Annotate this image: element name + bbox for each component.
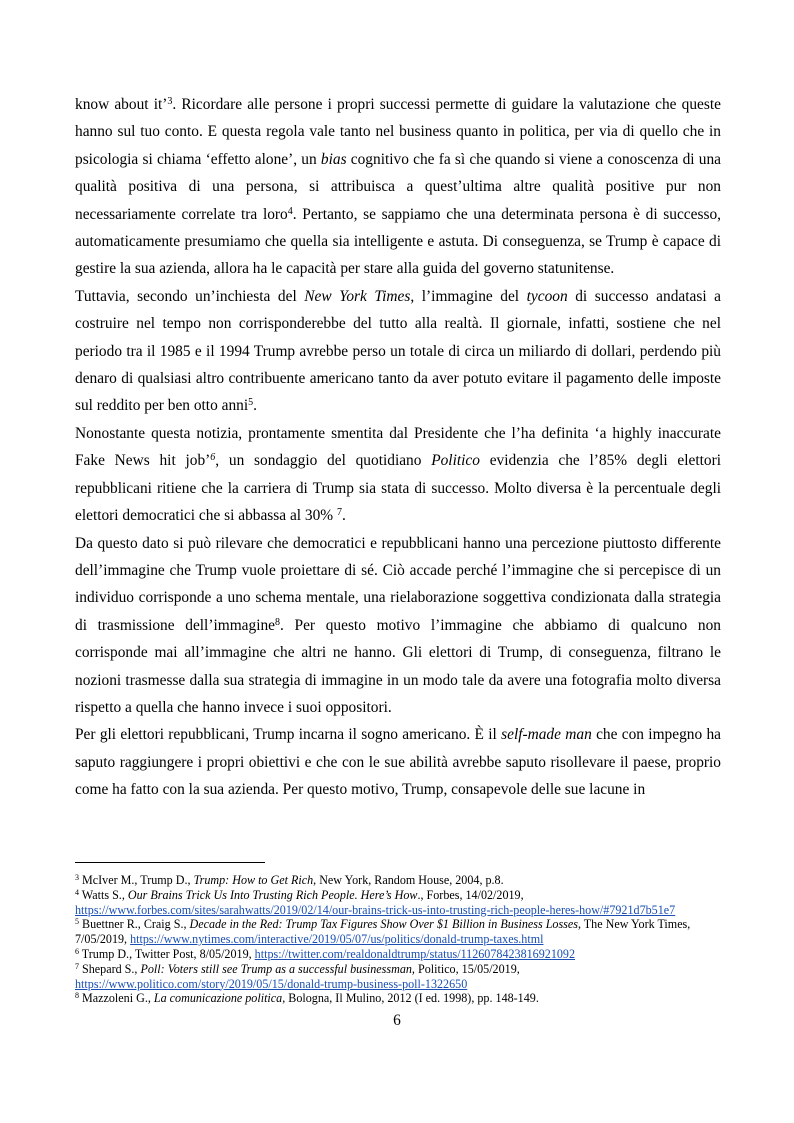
italic-term-nyt: New York Times — [304, 287, 411, 305]
page-number: 6 — [393, 1012, 401, 1029]
text-span: Da questo dato si può rilevare che democratici e repubblicani hanno una percezione piuttosto differente dell’immagine che Trump vuole proiettare di sé. Ciò accade perché l’immagine che si percepisce di un individuo corrisponde a uno schema mentale, una rielaborazione soggettiva condizionata dalla strategia di trasmissione dell’immagine — [75, 534, 721, 634]
footnote-title: Poll: Voters still see Trump as a successful businessman, — [140, 961, 415, 976]
text-span: , un sondaggio del quotidiano — [215, 452, 432, 470]
footnote-text: Politico, 15/05/2019, — [414, 961, 520, 976]
footnote-text: Shepard S., — [79, 961, 141, 976]
footnote-text: Trump D., Twitter Post, 8/05/2019, — [79, 946, 255, 961]
footnote-ref-3: 3 — [167, 96, 173, 107]
footnote-6 — [75, 947, 721, 962]
paragraph-5 — [75, 721, 721, 803]
footnote-title: La comunicazione politica — [153, 991, 283, 1006]
paragraph-3 — [75, 420, 721, 530]
text-span: know about it’ — [75, 96, 168, 113]
footnote-3 — [75, 873, 721, 888]
italic-term-self-made-man: self-made man — [501, 726, 592, 744]
text-span: , l’immagine del — [410, 287, 527, 305]
footnote-number: 6 — [75, 946, 79, 956]
text-span: Tuttavia, secondo un’inchiesta del — [75, 287, 305, 305]
paragraph-4 — [75, 530, 721, 722]
footnote-ref-7: 7 — [336, 507, 342, 519]
text-span: . — [341, 507, 346, 525]
footnote-number: 5 — [75, 917, 79, 927]
footnote-ref-5: 5 — [248, 397, 254, 409]
footnote-title: Our Brains Trick Us Into Trusting Rich People. Here’s How — [127, 887, 418, 902]
footnote-ref-4: 4 — [287, 205, 293, 217]
footnote-text: , Bologna, Il Mulino, 2012 (I ed. 1998), pp. 148-149. — [282, 991, 539, 1006]
italic-term-tycoon: tycoon — [526, 287, 568, 305]
footnote-text: ., Forbes, 14/02/2019, — [417, 887, 524, 902]
text-span: . Pertanto, se sappiamo che una determinata persona è di successo, automaticamente presumiamo che quella sia intelligente e astuta. Di conseguenza, se Trump è capace di gestire la sua azienda, allora ha le capacità per stare alla guida del governo statunitense. — [75, 205, 721, 278]
footnote-8 — [75, 991, 721, 1006]
footnote-link[interactable]: https://www.nytimes.com/interactive/2019/05/07/us/politics/donald-trump-taxes.html — [130, 932, 544, 947]
footnote-text: Watts S., — [79, 887, 128, 902]
footnote-4 — [75, 888, 721, 918]
footnote-number: 7 — [75, 961, 79, 971]
text-span: di successo andatasi a costruire nel tempo non corrisponderebbe del tutto alla realtà. Il giornale, infatti, sostiene che nel periodo tra il 1985 e il 1994 Trump avrebbe perso un totale di circa un miliardo di dollari, perdendo più denaro di qualsiasi altro contribuente americano tanto da aver potuto evitare il pagamento delle imposte sul reddito per ben otto anni — [75, 287, 721, 415]
body-text — [75, 91, 721, 804]
footnote-text: , The New York Times, 7/05/2019, — [75, 917, 691, 947]
footnote-number: 3 — [75, 873, 79, 882]
footnote-number: 4 — [75, 887, 79, 897]
text-span: Per gli elettori repubblicani, Trump incarna il sogno americano. È il — [75, 726, 502, 744]
footnote-link[interactable]: https://twitter.com/realdonaldtrump/status/1126078423816921092 — [254, 946, 576, 961]
footnote-5 — [75, 917, 721, 947]
footnote-ref-6-number: 6 — [210, 452, 216, 464]
footnote-link[interactable]: https://www.forbes.com/sites/sarahwatts/2019/02/14/our-brains-trick-us-into-trusting-rich-people-heres-how/#7921d7b51e7 — [75, 902, 676, 917]
footnote-ref-8: 8 — [275, 616, 281, 628]
italic-term-politico: Politico — [431, 452, 480, 470]
text-span: cognitivo che fa sì che quando si viene a conoscenza di una qualità positiva di una persona, si attribuisca a quest’ultima altre qualità positive pur non necessariamente correlate tra loro — [75, 150, 721, 223]
text-span: evidenzia che l’85% degli elettori repubblicani ritiene che la carriera di Trump sia stata di successo. Molto diversa è la percentuale degli elettori democratici che si abbassa al 30% — [75, 452, 721, 525]
footnote-title: Decade in the Red: Trump Tax Figures Show Over $1 Billion in Business Losses — [189, 917, 578, 932]
footnote-text: , New York, Random House, 2004, p.8. — [313, 873, 504, 887]
footnote-number: 8 — [75, 991, 79, 1001]
footnote-link[interactable]: https://www.politico.com/story/2019/05/15/donald-trump-business-poll-1322650 — [75, 976, 468, 991]
italic-term-bias: bias — [320, 150, 347, 168]
footnote-text: Buettner R., Craig S., — [79, 917, 190, 932]
footnote-title: Trump: How to Get Rich — [193, 873, 314, 887]
paragraph-1 — [75, 91, 721, 283]
text-span: che con impegno ha saputo raggiungere i propri obiettivi e che con le sue abilità avrebbe saputo risollevare il paese, proprio come ha fatto con la sua azienda. Per questo motivo, Trump, consapevole delle sue lacune in — [75, 726, 721, 799]
text-span: . — [253, 397, 257, 415]
text-span: Nonostante questa notizia, prontamente smentita dal Presidente che l’ha definita ‘a highly inaccurate Fake News hit job’ — [75, 424, 721, 470]
footnote-text: Mazzoleni G., — [79, 991, 154, 1006]
footnote-separator — [75, 862, 265, 863]
text-span: . Ricordare alle persone i propri successi permette di guidare la valutazione che queste hanno sul tuo conto. E questa regola vale tanto nel business quanto in politica, per via di quello che in psicologia si chiama ‘effetto alone’, un — [75, 96, 721, 168]
paragraph-2 — [75, 283, 721, 420]
footnote-text: McIver M., Trump D., — [79, 873, 194, 887]
footnote-7 — [75, 962, 721, 992]
footnotes — [75, 873, 721, 1006]
text-span: . Per questo motivo l’immagine che abbiamo di qualcuno non corrisponde mai all’immagine che altri ne hanno. Gli elettori di Trump, di conseguenza, filtrano le nozioni trasmesse dalla sua strategia di immagine in un modo tale da avere una fotografia molto diversa rispetto a quella che hanno invece i suoi oppositori. — [75, 616, 721, 716]
